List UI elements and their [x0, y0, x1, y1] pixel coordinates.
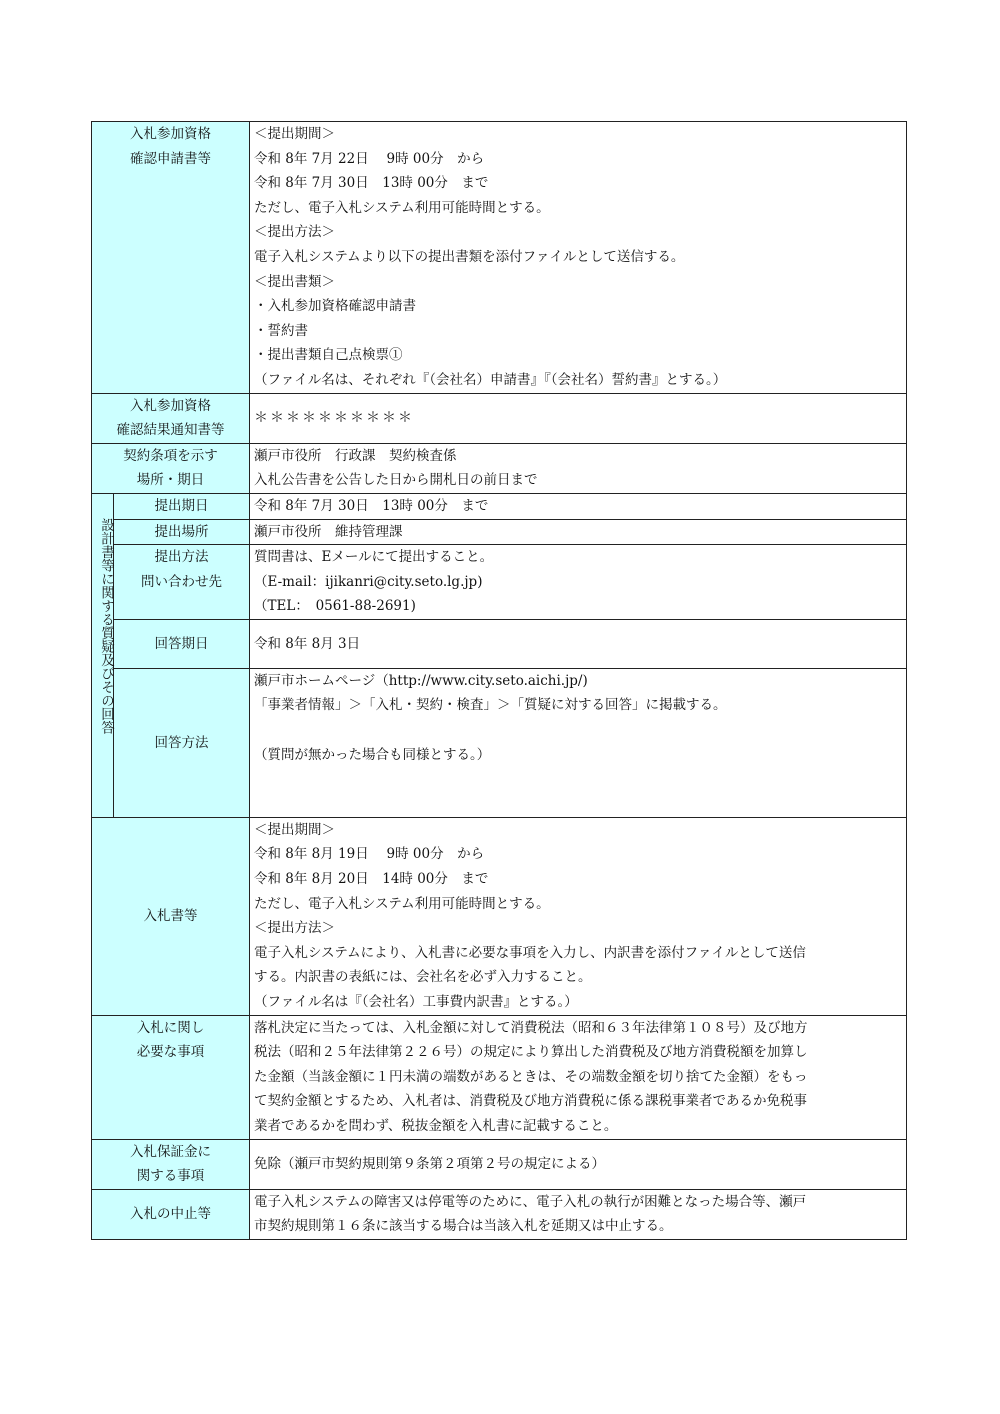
value-line: て契約金額とするため、入札者は、消費税及び地方消費税に係る課税事業者であるか免税事 [254, 1093, 807, 1110]
value-confirmation-result [250, 393, 907, 443]
value-line: ＊＊＊＊＊＊＊＊＊＊ [254, 409, 414, 426]
label-line: 入札の中止等 [130, 1206, 211, 1223]
value-line: 令和 8年 8月 19日 9時 00分 から [254, 846, 485, 863]
label-line: 契約条項を示す [123, 447, 218, 464]
value-line: 免除（瀬戸市契約規則第９条第２項第２号の規定による） [254, 1155, 605, 1172]
label-line: 提出期日 [154, 497, 209, 514]
row-answer-method [92, 668, 907, 817]
value-application [250, 122, 907, 394]
value-question-deadline [250, 493, 907, 519]
label-line: 場所・期日 [136, 472, 205, 489]
row-bid-requirements [92, 1015, 907, 1139]
label-line: 問い合わせ先 [141, 573, 222, 590]
value-contract-terms [250, 443, 907, 493]
email-text: （E-mail：ijikanri@city.seto.lg.jp) [254, 573, 483, 590]
value-line: ＜提出書類＞ [254, 273, 335, 290]
phone-text: （TEL： 0561-88-2691) [254, 598, 416, 615]
value-line: 入札公告書を公告した日から開札日の前日まで [254, 472, 538, 489]
value-answer-deadline [250, 619, 907, 668]
label-line: 提出方法 [154, 549, 209, 566]
label-line: 提出場所 [154, 523, 209, 540]
value-line: 「事業者情報」＞「入札・契約・検査」＞「質疑に対する回答」に掲載する。 [254, 697, 727, 714]
value-line: 令和 8年 7月 30日 13時 00分 まで [254, 175, 489, 192]
value-line: する。内訳書の表紙には、会社名を必ず入力すること。 [254, 969, 592, 986]
label-line: 入札参加資格 [130, 126, 211, 142]
label-line: 入札保証金に [130, 1143, 211, 1160]
value-bid-documents [250, 817, 907, 1015]
row-contract-terms [92, 443, 907, 493]
value-line: 税法（昭和２５年法律第２２６号）の規定により算出した消費税及び地方消費税額を加算し [254, 1044, 808, 1061]
bid-info-table [91, 121, 907, 1240]
value-line: ・提出書類自己点検票① [254, 347, 403, 364]
label-question-method [114, 545, 250, 620]
value-question-method [250, 545, 907, 620]
row-confirmation-result [92, 393, 907, 443]
row-application [92, 122, 907, 394]
label-line: 確認申請書等 [130, 150, 211, 167]
label-bid-cancellation [92, 1189, 250, 1239]
label-answer-deadline [114, 619, 250, 668]
value-line: 電子入札システムの障害又は停電等のために、電子入札の執行が困難となった場合等、瀬戸 [254, 1193, 807, 1210]
value-line: ・入札参加資格確認申請書 [254, 298, 416, 315]
value-line: 瀬戸市役所 行政課 契約検査係 [254, 447, 457, 464]
value-line: 令和 8年 7月 22日 9時 00分 から [254, 150, 485, 167]
label-line: 必要な事項 [136, 1044, 205, 1061]
value-answer-method [250, 668, 907, 817]
label-line: 入札参加資格 [130, 397, 211, 414]
value-line: 落札決定に当たっては、入札金額に対して消費税法（昭和６３年法律第１０８号）及び地方 [254, 1019, 808, 1036]
value-line: 令和 8年 8月 3日 [254, 635, 361, 652]
label-application [92, 122, 250, 394]
value-line: ＜提出期間＞ [254, 126, 335, 142]
row-bid-bond [92, 1139, 907, 1189]
label-bid-requirements [92, 1015, 250, 1139]
value-bid-requirements [250, 1015, 907, 1139]
value-bid-bond [250, 1139, 907, 1189]
value-question-place [250, 519, 907, 545]
label-line: 回答方法 [154, 734, 209, 751]
value-line: （ファイル名は『（会社名）工事費内訳書』とする。） [254, 994, 578, 1011]
row-bid-cancellation [92, 1189, 907, 1239]
label-question-place [114, 519, 250, 545]
row-answer-deadline [92, 619, 907, 668]
value-line: 令和 8年 7月 30日 13時 00分 まで [254, 497, 489, 514]
value-line: た金額（当該金額に１円未満の端数があるときは、その端数金額を切り捨てた金額）をもっ [254, 1068, 808, 1085]
url-text: 瀬戸市ホームページ（http://www.city.seto.aichi.jp/) [254, 672, 588, 689]
value-line: 市契約規則第１６条に該当する場合は当該入札を延期又は中止する。 [254, 1218, 673, 1235]
label-line: 回答期日 [154, 635, 209, 652]
value-line: 質問書は、Eメールにて提出すること。 [254, 549, 494, 566]
label-bid-bond [92, 1139, 250, 1189]
vertical-title: 設計書等に関する質疑及びその回答 [98, 517, 114, 734]
label-confirmation-result [92, 393, 250, 443]
value-line: 瀬戸市役所 維持管理課 [254, 523, 403, 540]
value-line: 業者であるかを問わず、税抜金額を入札書に記載すること。 [254, 1118, 618, 1134]
row-question-method [92, 545, 907, 620]
label-line: 入札書等 [143, 907, 198, 924]
value-line [254, 718, 902, 743]
label-question-group [92, 493, 114, 817]
value-line: ただし、電子入札システム利用可能時間とする。 [254, 895, 550, 912]
label-answer-method [114, 668, 250, 817]
row-bid-documents [92, 817, 907, 1015]
label-line: 関する事項 [136, 1168, 205, 1185]
label-line: 入札に関し [136, 1019, 205, 1036]
row-question-place [92, 519, 907, 545]
label-question-deadline [114, 493, 250, 519]
label-contract-terms [92, 443, 250, 493]
value-line: 令和 8年 8月 20日 14時 00分 まで [254, 871, 489, 888]
value-line: 電子入札システムより以下の提出書類を添付ファイルとして送信する。 [254, 248, 685, 265]
value-line: （ファイル名は、それぞれ『（会社名）申請書』『（会社名）誓約書』とする。） [254, 371, 727, 388]
label-line: 確認結果通知書等 [116, 422, 225, 439]
value-line: ただし、電子入札システム利用可能時間とする。 [254, 199, 550, 216]
value-line: ＜提出方法＞ [254, 224, 335, 241]
value-line: 電子入札システムにより、入札書に必要な事項を入力し、内訳書を添付ファイルとして送信 [254, 944, 806, 961]
value-bid-cancellation [250, 1189, 907, 1239]
value-line: （質問が無かった場合も同様とする。） [254, 746, 491, 763]
value-line: ＜提出方法＞ [254, 920, 335, 937]
value-line: ＜提出期間＞ [254, 821, 335, 838]
label-bid-documents [92, 817, 250, 1015]
value-line: ・誓約書 [254, 322, 308, 339]
row-question-deadline [92, 493, 907, 519]
